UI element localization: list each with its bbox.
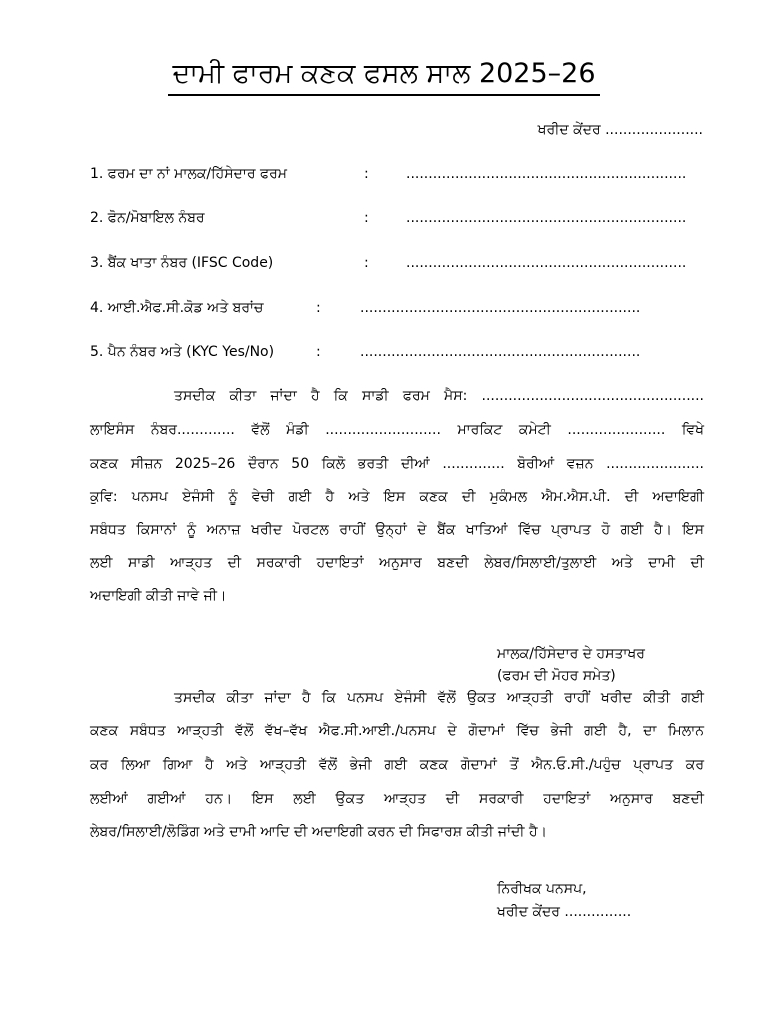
certificate1-line: ਲਈ ਸਾਡੀ ਆੜ੍ਹਤ ਦੀ ਸਰਕਾਰੀ ਹਦਾਇਤਾਂ ਅਨੁਸਾਰ ਬਣਦੀ ਲੇਬਰ/ਸਿਲਾਈ/ਤੁਲਾਈ ਅਤੇ ਦਾਮੀ ਦੀ <box>90 555 704 571</box>
field-ifsc-branch-blank: ............................................................... <box>360 300 641 316</box>
certificate2-line: ਕਣਕ ਸਬੰਧਤ ਆੜ੍ਹਤੀ ਵੱਲੋਂ ਵੱਖ–ਵੱਖ ਐਫ.ਸੀ.ਆਈ./ਪਨਸਪ ਦੇ ਗੋਦਾਮਾਂ ਵਿੱਚ ਭੇਜੀ ਗਈ ਹੈ, ਦਾ ਮਿਲਾਨ <box>90 723 704 739</box>
field-ifsc-branch-label: 4. ਆਈ.ਐਫ.ਸੀ.ਕੋਡ ਅਤੇ ਬਰਾਂਚ <box>90 300 264 316</box>
field-bank-account-colon: : <box>364 255 369 271</box>
title-text: ਦਾਮੀ ਫਾਰਮ ਕਣਕ ਫਸਲ ਸਾਲ 2025–26 <box>168 56 599 96</box>
field-bank-account-label: 3. ਬੈਂਕ ਖਾਤਾ ਨੰਬਰ (IFSC Code) <box>90 255 274 271</box>
certificate1-line: ਕਣਕ ਸੀਜ਼ਨ 2025–26 ਦੌਰਾਨ 50 ਕਿਲੋ ਭਰਤੀ ਦੀਆਂ .............. ਬੋਰੀਆਂ ਵਜ਼ਨ ...................... <box>90 456 704 472</box>
field-firm-name-colon: : <box>364 166 369 182</box>
field-ifsc-branch-colon: : <box>316 300 321 316</box>
firm-seal-label: (ਫਰਮ ਦੀ ਮੋਹਰ ਸਮੇਤ) <box>497 668 616 684</box>
certificate1-line: ਸਬੰਧਤ ਕਿਸਾਨਾਂ ਨੂੰ ਅਨਾਜ਼ ਖਰੀਦ ਪੋਰਟਲ ਰਾਹੀਂ ਉਨ੍ਹਾਂ ਦੇ ਬੈਂਕ ਖਾਤਿਆਂ ਵਿੱਚ ਪ੍ਰਾਪਤ ਹੋ ਗਈ ਹੈ। ਇਸ <box>90 522 704 538</box>
field-phone-colon: : <box>364 210 369 226</box>
certificate1-line: ਕੁਵਿ: ਪਨਸਪ ਏਜੰਸੀ ਨੂੰ ਵੇਚੀ ਗਈ ਹੈ ਅਤੇ ਇਸ ਕਣਕ ਦੀ ਮੁਕੰਮਲ ਐਮ.ਐਸ.ਪੀ. ਦੀ ਅਦਾਇਗੀ <box>90 489 704 505</box>
certificate1-line: ਲਾਇਸੰਸ ਨੰਬਰ............. ਵੱਲੋਂ ਮੰਡੀ .......................... ਮਾਰਕਿਟ ਕਮੇਟੀ ...................... ਵਿਖੇ <box>90 422 704 438</box>
document-title <box>0 56 768 96</box>
field-pan-kyc-blank: ............................................................... <box>360 344 641 360</box>
certificate2-line: ਲਈਆਂ ਗਈਆਂ ਹਨ। ਇਸ ਲਈ ਉਕਤ ਆੜ੍ਹਤ ਦੀ ਸਰਕਾਰੀ ਹਦਾਇਤਾਂ ਅਨੁਸਾਰ ਬਣਦੀ <box>90 791 704 807</box>
field-firm-name-blank: ............................................................... <box>406 166 687 182</box>
field-phone-blank: ............................................................... <box>406 210 687 226</box>
purchase-center-line: ਖਰੀਦ ਕੇਂਦਰ ...................... <box>537 122 703 138</box>
certificate1-line: ਤਸਦੀਕ ਕੀਤਾ ਜਾਂਦਾ ਹੈ ਕਿ ਸਾਡੀ ਫਰਮ ਮੈਸ: .................................................. <box>174 388 704 404</box>
field-firm-name-label: 1. ਫਰਮ ਦਾ ਨਾਂ ਮਾਲਕ/ਹਿੱਸੇਦਾਰ ਫਰਮ <box>90 166 287 182</box>
field-pan-kyc-colon: : <box>316 344 321 360</box>
field-bank-account-blank: ............................................................... <box>406 255 687 271</box>
certificate1-line: ਅਦਾਇਗੀ ਕੀਤੀ ਜਾਵੇ ਜੀ। <box>90 588 227 604</box>
certificate2-line: ਤਸਦੀਕ ਕੀਤਾ ਜਾਂਦਾ ਹੈ ਕਿ ਪਨਸਪ ਏਜੰਸੀ ਵੱਲੋਂ ਉਕਤ ਆੜ੍ਹਤੀ ਰਾਹੀਂ ਖਰੀਦ ਕੀਤੀ ਗਈ <box>174 690 704 706</box>
inspector-purchase-center: ਖਰੀਦ ਕੇਂਦਰ ............... <box>497 904 632 920</box>
owner-signature-label: ਮਾਲਕ/ਹਿੱਸੇਦਾਰ ਦੇ ਹਸਤਾਖਰ <box>497 646 645 662</box>
field-pan-kyc-label: 5. ਪੈਨ ਨੰਬਰ ਅਤੇ (KYC Yes/No) <box>90 344 275 360</box>
certificate2-line: ਲੇਬਰ/ਸਿਲਾਈ/ਲੋਡਿੰਗ ਅਤੇ ਦਾਮੀ ਆਦਿ ਦੀ ਅਦਾਇਗੀ ਕਰਨ ਦੀ ਸਿਫਾਰਸ਼ ਕੀਤੀ ਜਾਂਦੀ ਹੈ। <box>90 824 547 840</box>
certificate2-line: ਕਰ ਲਿਆ ਗਿਆ ਹੈ ਅਤੇ ਆੜ੍ਹਤੀ ਵੱਲੋਂ ਭੇਜੀ ਗਈ ਕਣਕ ਗੋਦਾਮਾਂ ਤੋਂ ਐਨ.ਓ.ਸੀ./ਪਹੁੰਚ ਪ੍ਰਾਪਤ ਕਰ <box>90 757 704 773</box>
field-phone-label: 2. ਫੋਨ/ਮੋਬਾਇਲ ਨੰਬਰ <box>90 210 205 226</box>
inspector-label: ਨਿਰੀਖਕ ਪਨਸਪ, <box>497 881 587 897</box>
